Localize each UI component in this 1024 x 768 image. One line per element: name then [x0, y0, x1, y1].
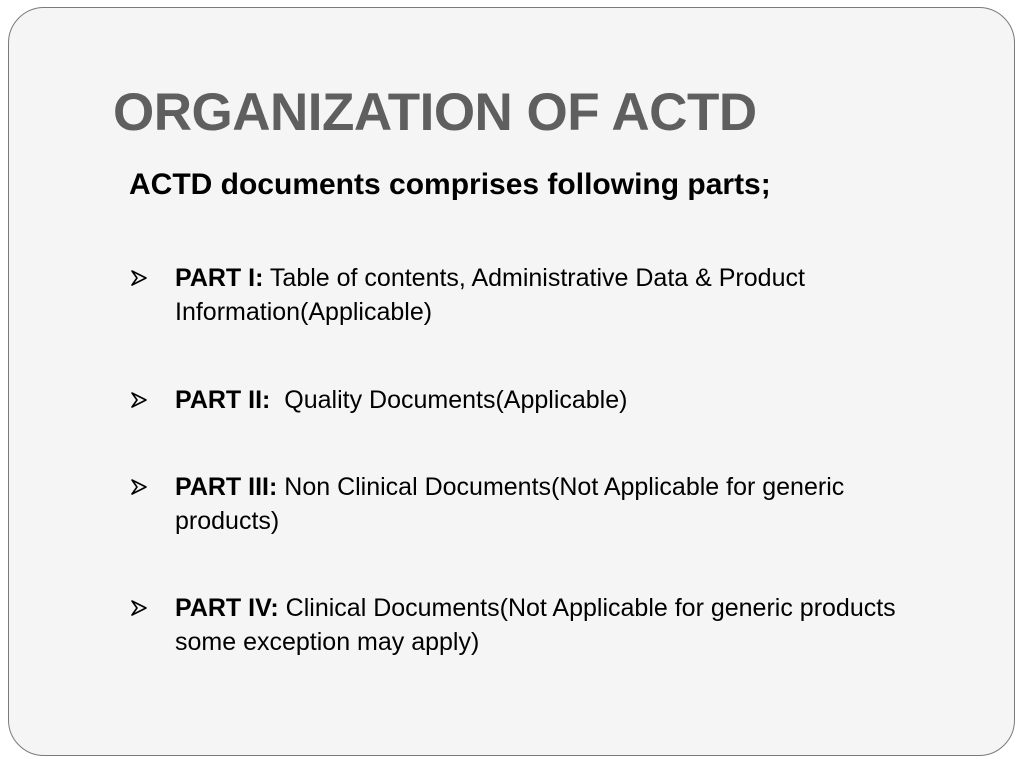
part-label: PART I: — [175, 264, 264, 292]
list-item-body — [175, 261, 949, 329]
list-item-body — [175, 470, 949, 538]
list-item — [129, 383, 949, 417]
part-label: PART II: — [175, 386, 271, 414]
intro-text: ACTD documents comprises following parts; — [129, 168, 771, 201]
list-item — [129, 591, 949, 659]
list-item-body — [175, 383, 949, 417]
list-item — [129, 470, 949, 538]
part-label: PART IV: — [175, 594, 279, 622]
arrowhead-bullet-icon — [129, 390, 149, 410]
part-description: Table of contents, Administrative Data & Product Information(Applicable) — [175, 264, 805, 326]
list-item — [129, 261, 949, 329]
arrowhead-bullet-icon — [129, 477, 149, 497]
slide-title: ORGANIZATION OF ACTD — [113, 83, 757, 142]
part-description: Clinical Documents(Not Applicable for generic products some exception may apply) — [175, 594, 896, 656]
part-description: Non Clinical Documents(Not Applicable for generic products) — [175, 473, 845, 535]
part-description: Quality Documents(Applicable) — [270, 386, 628, 414]
arrowhead-bullet-icon — [129, 268, 149, 288]
part-label: PART III: — [175, 473, 278, 501]
list-item-body — [175, 591, 949, 659]
arrowhead-bullet-icon — [129, 598, 149, 618]
